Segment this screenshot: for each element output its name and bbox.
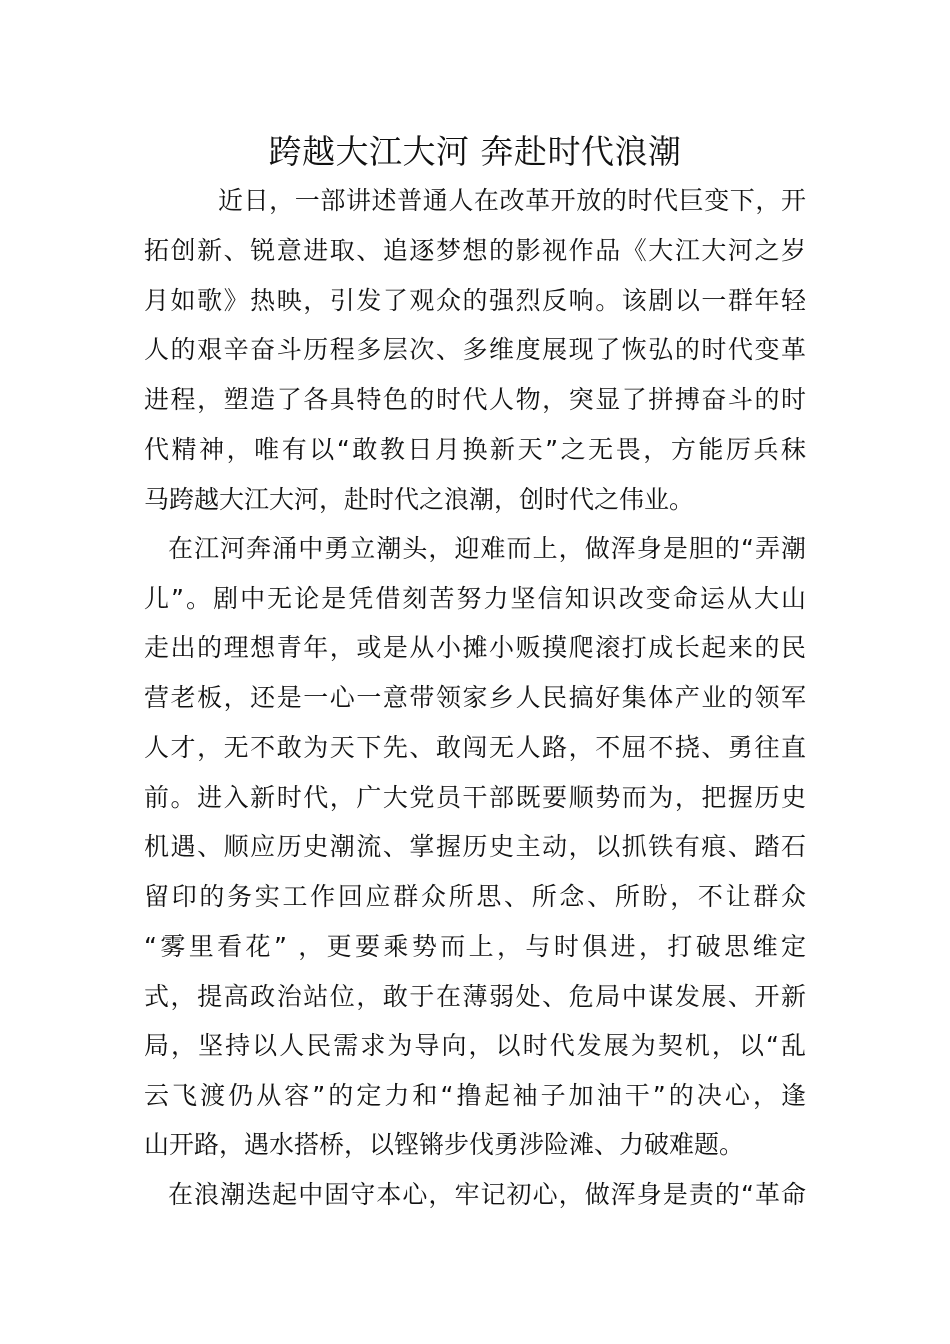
text-line: 云飞渡仍从容”的定力和“撸起袖子加油干”的决心，逢 (144, 1081, 806, 1110)
text-line: 代精神，唯有以“敢教日月换新天”之无畏，方能厉兵秣 (144, 435, 806, 464)
text-line: 山开路，遇水搭桥，以铿锵步伐勇涉险滩、力破难题。 (144, 1130, 745, 1159)
text-line: 留印的务实工作回应群众所思、所念、所盼，不让群众 (144, 882, 806, 911)
text-line: 走出的理想青年，或是从小摊小贩摸爬滚打成长起来的民 (144, 633, 806, 662)
text-line: 人才，无不敢为天下先、敢闯无人路，不屈不挠、勇往直 (144, 733, 806, 762)
text-line: 拓创新、锐意进取、追逐梦想的影视作品《大江大河之岁 (144, 236, 806, 265)
text-line: “雾里看花” ，更要乘势而上，与时俱进，打破思维定 (144, 932, 806, 961)
text-line: 在浪潮迭起中固守本心，牢记初心，做浑身是责的“革命 (168, 1180, 806, 1209)
text-line: 马跨越大江大河，赴时代之浪潮，创时代之伟业。 (144, 485, 695, 514)
text-line: 人的艰辛奋斗历程多层次、多维度展现了恢弘的时代变革 (144, 335, 806, 364)
text-line: 在江河奔涌中勇立潮头，迎难而上，做浑身是胆的“弄潮 (168, 534, 806, 563)
text-line: 机遇、顺应历史潮流、掌握历史主动，以抓铁有痕、踏石 (144, 832, 806, 861)
text-line: 月如歌》热映，引发了观众的强烈反响。该剧以一群年轻 (144, 286, 806, 315)
text-line: 进程，塑造了各具特色的时代人物，突显了拼搏奋斗的时 (144, 385, 806, 414)
text-line: 近日，一部讲述普通人在改革开放的时代巨变下，开 (218, 186, 806, 215)
document-title: 跨越大江大河 奔赴时代浪潮 (268, 132, 682, 171)
text-line: 营老板，还是一心一意带领家乡人民搞好集体产业的领军 (144, 683, 806, 712)
text-line: 局，坚持以人民需求为导向，以时代发展为契机，以“乱 (144, 1031, 806, 1060)
text-line: 前。进入新时代，广大党员干部既要顺势而为，把握历史 (144, 783, 806, 812)
text-line: 式，提高政治站位，敢于在薄弱处、危局中谋发展、开新 (144, 982, 806, 1011)
text-line: 儿”。剧中无论是凭借刻苦努力坚信知识改变命运从大山 (144, 584, 806, 613)
